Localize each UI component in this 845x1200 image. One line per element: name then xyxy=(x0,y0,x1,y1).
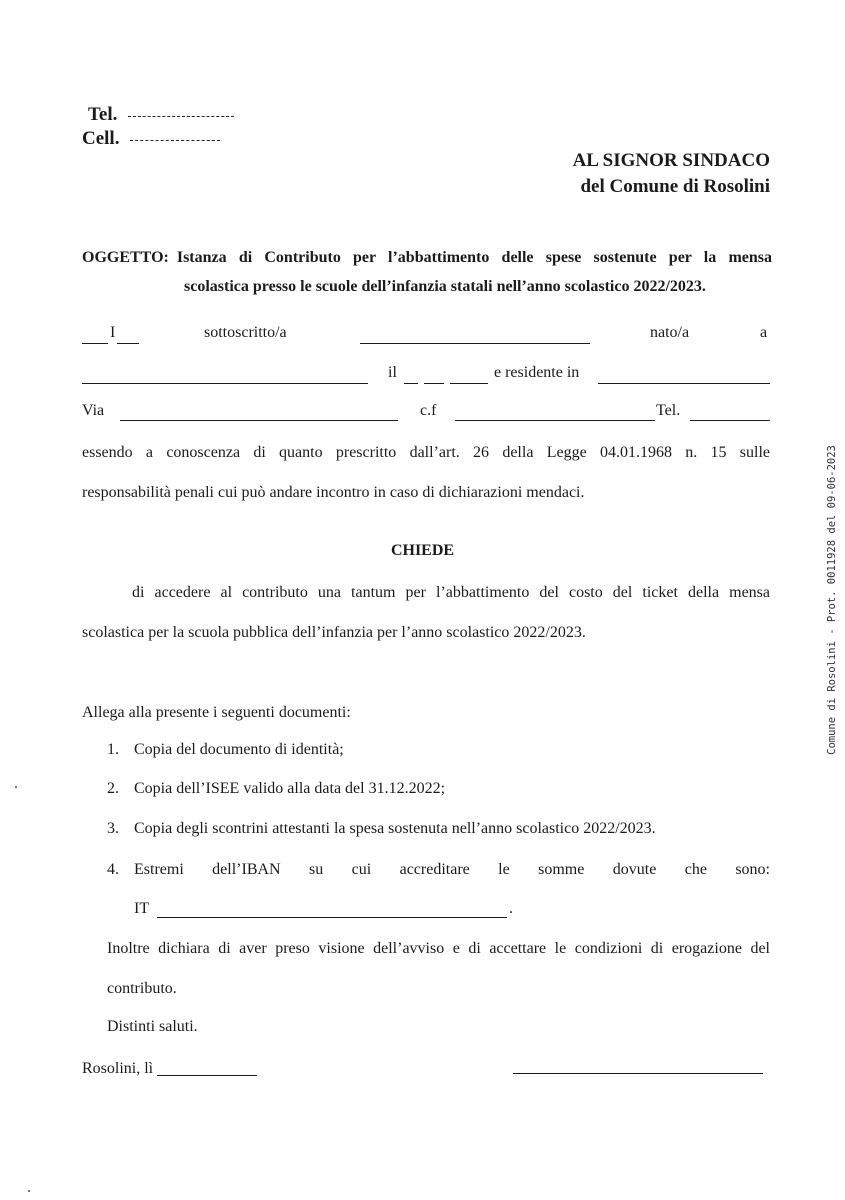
date-field[interactable] xyxy=(157,1075,257,1076)
attachment-text: Estremi dell’IBAN su cui accreditare le somme dovute che sono: xyxy=(134,861,770,878)
request-line2: scolastica per la scuola pubblica dell’infanzia per l’anno scolastico 2022/2023. xyxy=(82,624,586,641)
request-heading: CHIEDE xyxy=(390,542,455,559)
form-il-label: il xyxy=(388,364,397,381)
addressee-line1: AL SIGNOR SINDACO xyxy=(572,150,770,171)
attachment-text: Copia del documento di identità; xyxy=(134,741,344,758)
form-sottoscritto-label: sottoscritto/a xyxy=(204,324,287,341)
form-residence-field[interactable] xyxy=(598,383,770,384)
form-via-field[interactable] xyxy=(120,420,398,421)
subject-line1: Istanza di Contributo per l’abbattimento delle spese sostenute per la mensa xyxy=(176,249,772,266)
attachment-num: 1. xyxy=(107,741,119,758)
signature-field[interactable] xyxy=(513,1073,763,1074)
form-name-field[interactable] xyxy=(360,343,590,344)
attachments-intro: Allega alla presente i seguenti documenti: xyxy=(82,704,351,721)
closing-saluti: Distinti saluti. xyxy=(107,1018,198,1035)
iban-prefix: IT xyxy=(134,900,150,917)
iban-field[interactable] xyxy=(157,917,507,918)
attachment-num: 3. xyxy=(107,820,119,837)
tel-blank xyxy=(128,115,234,117)
attachment-num: 2. xyxy=(107,780,119,797)
form-residente-label: e residente in xyxy=(494,364,580,381)
cell-label-row xyxy=(82,128,220,150)
attachment-text: Copia dell’ISEE valido alla data del 31.12.2022; xyxy=(134,780,446,797)
attachment-item-2 xyxy=(107,780,445,798)
closing-line1: Inoltre dichiara di aver preso visione dell’avviso e di accettare le condizioni di erogazione del xyxy=(107,940,770,957)
form-cf-label: c.f xyxy=(420,402,437,419)
attachment-text: Copia degli scontrini attestanti la spesa sostenuta nell’anno scolastico 2022/2023. xyxy=(134,820,656,837)
scan-speck xyxy=(28,1190,30,1192)
cell-label: Cell. xyxy=(82,128,120,149)
form-via-label: Via xyxy=(82,402,105,419)
form-cf-field[interactable] xyxy=(455,420,655,421)
declaration-line1: essendo a conoscenza di quanto prescritto dall’art. 26 della Legge 04.01.1968 n. 15 sulle xyxy=(82,444,770,461)
tel-label: Tel. xyxy=(88,104,118,125)
cell-blank xyxy=(130,139,220,141)
attachment-num: 4. xyxy=(107,861,119,878)
form-nato-label: nato/a xyxy=(650,324,690,341)
attachment-item-1 xyxy=(107,741,344,759)
declaration-line2: responsabilità penali cui può andare incontro in caso di dichiarazioni mendaci. xyxy=(82,484,585,501)
addressee-line2: del Comune di Rosolini xyxy=(580,176,770,197)
form-birthdate-day[interactable] xyxy=(404,383,418,384)
request-line1: di accedere al contributo una tantum per l’abbattimento del costo del ticket della mensa xyxy=(132,584,770,601)
form-tel-label: Tel. xyxy=(656,402,681,419)
attachment-item-3 xyxy=(107,820,656,838)
form-birthplace-field[interactable] xyxy=(82,383,368,384)
protocol-stamp xyxy=(818,400,845,800)
form-i-line-right xyxy=(117,343,139,344)
form-a-label: a xyxy=(760,324,768,341)
tel-label-row xyxy=(88,104,234,126)
subject-label: OGGETTO: xyxy=(82,249,169,266)
form-tel-field[interactable] xyxy=(690,420,770,421)
place-date-label: Rosolini, lì xyxy=(82,1060,154,1077)
scan-speck xyxy=(15,786,17,788)
subject xyxy=(82,243,772,301)
form-birthdate-year[interactable] xyxy=(450,383,488,384)
protocol-stamp-text: Comune di Rosolini - Prot. 0011928 del 09-06-2023 xyxy=(826,445,838,755)
form-i-line-left xyxy=(82,343,108,344)
closing-line2: contributo. xyxy=(107,980,177,997)
form-i-label: I xyxy=(110,324,116,341)
iban-end: . xyxy=(509,900,513,917)
form-birthdate-month[interactable] xyxy=(424,383,444,384)
subject-line2: scolastica presso le scuole dell’infanzia statali nell’anno scolastico 2022/2023. xyxy=(184,278,706,295)
attachment-item-4 xyxy=(107,861,770,879)
